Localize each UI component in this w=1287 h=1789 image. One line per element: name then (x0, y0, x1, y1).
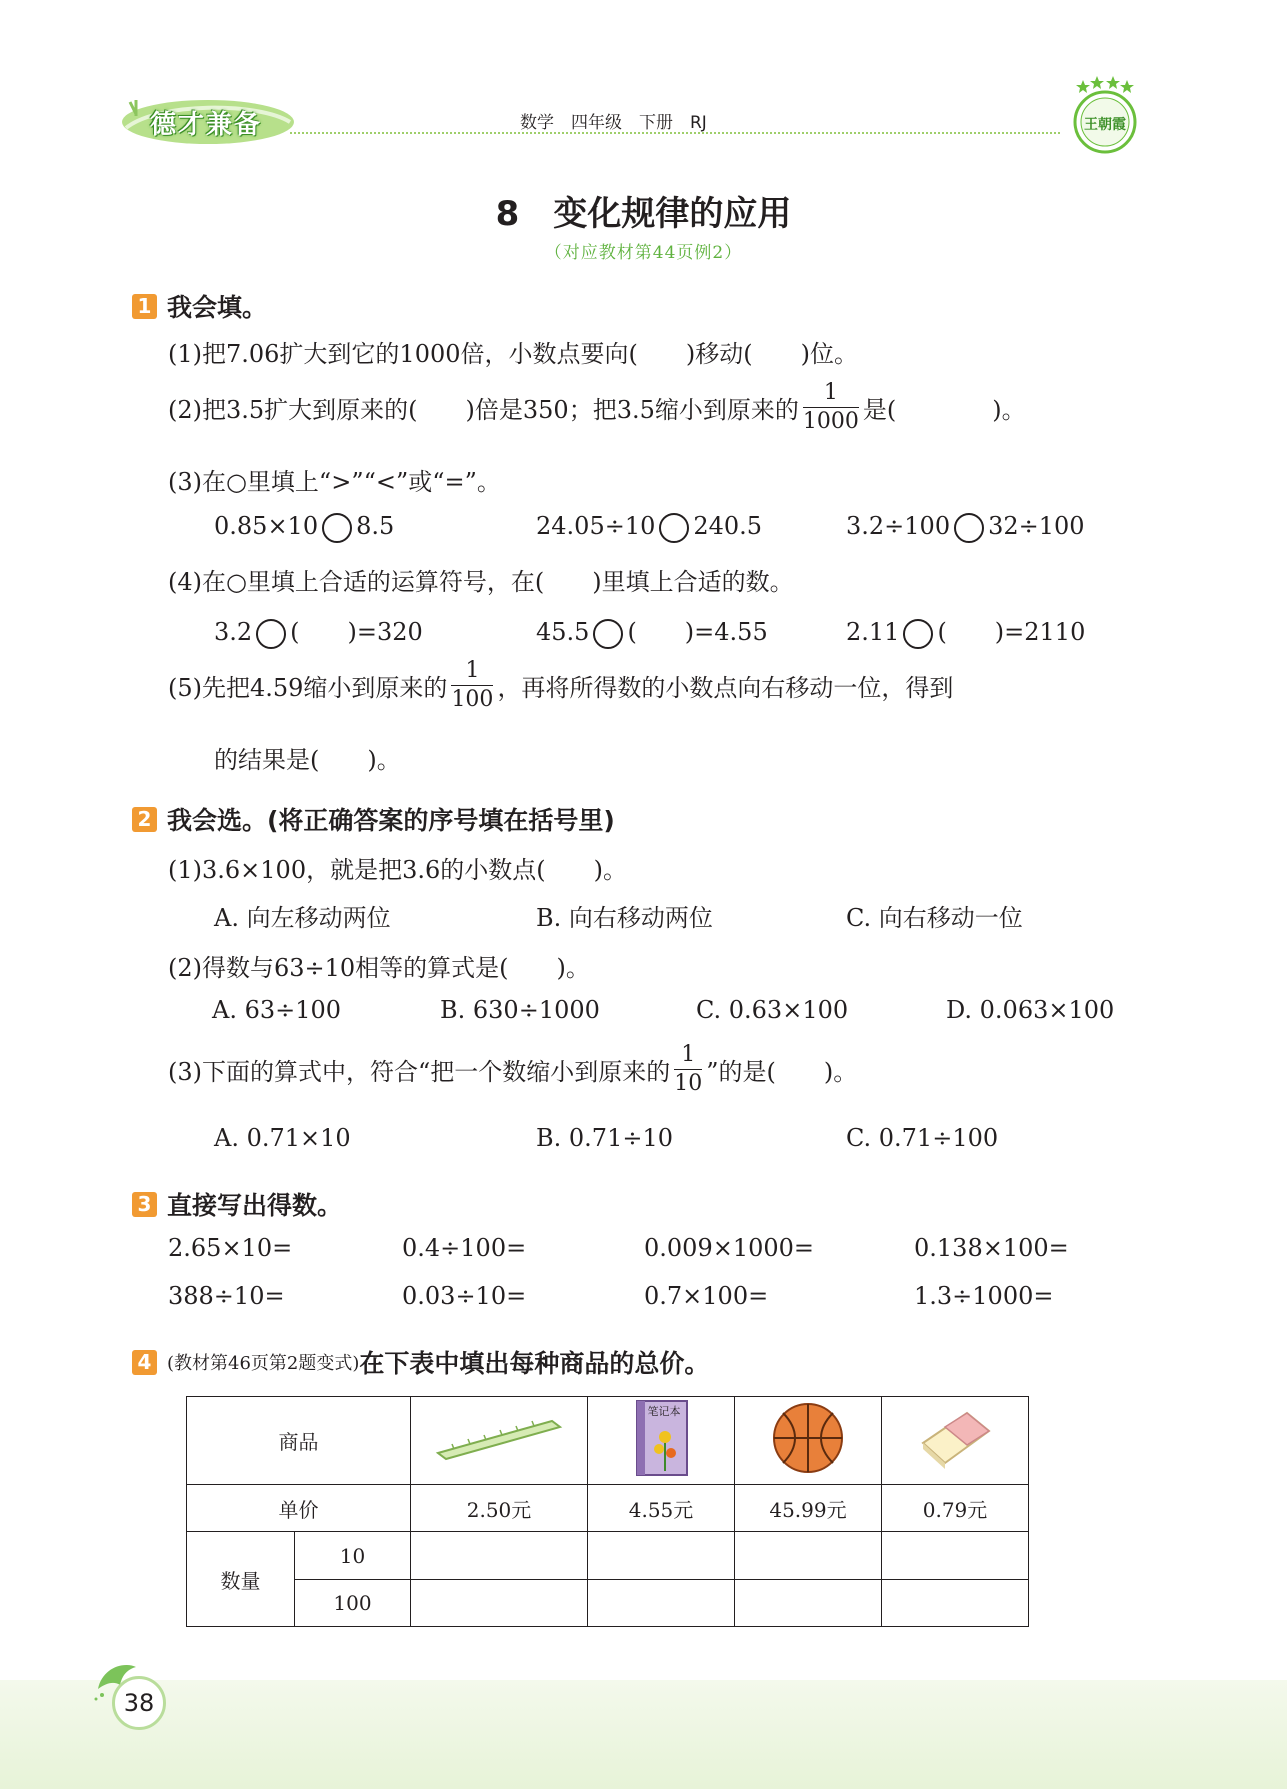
section-4-note: (教材第46页第2题变式) (167, 1353, 360, 1374)
fraction-numerator: 1 (674, 1044, 702, 1070)
price-cell: 0.79元 (882, 1485, 1029, 1532)
operator-item-2 (536, 612, 768, 649)
operator-item-1 (214, 612, 423, 649)
qty-value-cell: 10 (295, 1532, 411, 1580)
option-c: C. 0.63×100 (696, 996, 849, 1024)
fraction-1-1000 (803, 382, 859, 433)
ruler-icon (434, 1444, 564, 1468)
option-a: A. 63÷100 (212, 996, 342, 1024)
option-b: B. 0.71÷10 (536, 1124, 673, 1152)
notebook-label: 笔记本 (647, 1405, 681, 1418)
s1-q2-text-b: 是( )。 (862, 396, 1026, 424)
compare-left: 24.05÷10 (536, 512, 656, 540)
fraction-numerator: 1 (803, 382, 859, 408)
operand: 2.11 (846, 618, 900, 646)
option-d: D. 0.063×100 (946, 996, 1115, 1024)
compare-item-2 (536, 512, 762, 543)
s2-question-3 (168, 1044, 857, 1095)
answer-cell[interactable] (882, 1580, 1029, 1627)
answer-circle[interactable] (954, 513, 984, 543)
compare-item-3 (846, 512, 1085, 543)
goods-header-cell: 商品 (187, 1397, 411, 1485)
goods-price-table (186, 1396, 1029, 1627)
section-2-header (132, 801, 615, 837)
lesson-title-text: 变化规律的应用 (553, 194, 792, 234)
fraction-1-100 (451, 660, 493, 711)
s1-question-1: (1)把7.06扩大到它的1000倍，小数点要向( )移动( )位。 (168, 340, 858, 368)
brand-name: 德才兼备 (150, 110, 263, 140)
answer-circle[interactable] (256, 619, 286, 649)
answer-cell[interactable] (882, 1532, 1029, 1580)
answer-cell[interactable] (411, 1580, 588, 1627)
calc-item: 0.009×1000= (644, 1234, 815, 1262)
lesson-title (0, 186, 1287, 235)
option-b: B. 630÷1000 (440, 996, 600, 1024)
result: ( )=2110 (937, 618, 1086, 646)
section-3-badge: 3 (132, 1192, 157, 1217)
fraction-1-10 (674, 1044, 702, 1095)
answer-cell[interactable] (735, 1580, 882, 1627)
option-a: A. 0.71×10 (214, 1124, 351, 1152)
table-row-qty-10 (187, 1532, 1029, 1580)
s2-question-2: (2)得数与63÷10相等的算式是( )。 (168, 954, 590, 982)
calc-item: 0.4÷100= (402, 1234, 527, 1262)
notebook-icon (631, 1405, 691, 1482)
s2-question-1: (1)3.6×100，就是把3.6的小数点( )。 (168, 856, 627, 884)
svg-text:王朝霞: 王朝霞 (1084, 117, 1126, 133)
fraction-numerator: 1 (451, 660, 493, 686)
basketball-icon (771, 1456, 845, 1480)
section-1-title: 我会填。 (167, 293, 268, 322)
option-c: C. 向右移动一位 (846, 904, 1023, 932)
table-row-goods (187, 1397, 1029, 1485)
price-header-cell: 单价 (187, 1485, 411, 1532)
s1-question-2 (168, 382, 1026, 433)
option-c: C. 0.71÷100 (846, 1124, 999, 1152)
table-row-qty-100 (187, 1580, 1029, 1627)
option-a: A. 向左移动两位 (214, 904, 391, 932)
s1-q2-text-a: (2)把3.5扩大到原来的( )倍是350；把3.5缩小到原来的 (168, 396, 799, 424)
price-cell: 4.55元 (588, 1485, 735, 1532)
calc-item: 1.3÷1000= (914, 1282, 1054, 1310)
calc-item: 0.03÷10= (402, 1282, 527, 1310)
answer-circle[interactable] (903, 619, 933, 649)
option-b: B. 向右移动两位 (536, 904, 713, 932)
notebook-cell (588, 1397, 735, 1485)
eraser-cell (882, 1397, 1029, 1485)
operand: 3.2 (214, 618, 253, 646)
s1-question-3: (3)在○里填上“>”“<”或“=”。 (168, 468, 501, 496)
compare-right: 8.5 (356, 512, 395, 540)
section-4-badge: 4 (132, 1350, 157, 1375)
compare-right: 240.5 (693, 512, 763, 540)
fraction-denominator: 1000 (802, 409, 859, 434)
compare-item-1 (214, 512, 394, 543)
answer-circle[interactable] (659, 513, 689, 543)
section-4-header (132, 1344, 709, 1380)
section-2-title: 我会选。(将正确答案的序号填在括号里) (167, 806, 615, 835)
s2-q3-text-b: ”的是( )。 (706, 1058, 858, 1086)
subject-info: 数学 四年级 下册 RJ (520, 113, 707, 133)
ruler-cell (411, 1397, 588, 1485)
answer-cell[interactable] (588, 1580, 735, 1627)
answer-circle[interactable] (322, 513, 352, 543)
compare-left: 0.85×10 (214, 512, 319, 540)
calc-item: 388÷10= (168, 1282, 285, 1310)
operand: 45.5 (536, 618, 590, 646)
footer-band (0, 1680, 1287, 1789)
result: ( )=320 (290, 618, 423, 646)
calc-item: 0.138×100= (914, 1234, 1069, 1262)
calc-item: 0.7×100= (644, 1282, 769, 1310)
result: ( )=4.55 (627, 618, 768, 646)
price-cell: 2.50元 (411, 1485, 588, 1532)
calc-item: 2.65×10= (168, 1234, 293, 1262)
section-1-badge: 1 (132, 294, 157, 319)
section-3-title: 直接写出得数。 (167, 1191, 343, 1220)
section-3-header (132, 1186, 342, 1222)
fraction-denominator: 100 (451, 687, 494, 712)
basketball-cell (735, 1397, 882, 1485)
answer-cell[interactable] (735, 1532, 882, 1580)
answer-circle[interactable] (593, 619, 623, 649)
answer-cell[interactable] (588, 1532, 735, 1580)
compare-left: 3.2÷100 (846, 512, 951, 540)
section-4-title: 在下表中填出每种商品的总价。 (359, 1349, 710, 1378)
publisher-seal (1065, 72, 1145, 162)
eraser-icon (915, 1454, 995, 1478)
operator-item-3 (846, 612, 1085, 649)
section-1-header (132, 288, 267, 324)
fraction-denominator: 10 (674, 1071, 703, 1096)
answer-cell[interactable] (411, 1532, 588, 1580)
table-row-price (187, 1485, 1029, 1532)
s1-q5-text-a: (5)先把4.59缩小到原来的 (168, 674, 448, 702)
section-2-badge: 2 (132, 807, 157, 832)
s2-q3-text-a: (3)下面的算式中，符合“把一个数缩小到原来的 (168, 1058, 671, 1086)
price-cell: 45.99元 (735, 1485, 882, 1532)
qty-header-cell: 数量 (187, 1532, 295, 1627)
s1-question-5 (168, 660, 953, 711)
page-number: 38 (112, 1676, 166, 1730)
lesson-number: 8 (495, 194, 520, 234)
s1-q5-text-b: ，再将所得数的小数点向右移动一位，得到 (497, 674, 954, 702)
compare-right: 32÷100 (988, 512, 1085, 540)
textbook-reference: （对应教材第44页例2） (544, 243, 743, 263)
qty-value-cell: 100 (295, 1580, 411, 1627)
s1-question-4: (4)在○里填上合适的运算符号，在( )里填上合适的数。 (168, 568, 794, 596)
s1-q5-text-c: 的结果是( )。 (214, 746, 401, 774)
